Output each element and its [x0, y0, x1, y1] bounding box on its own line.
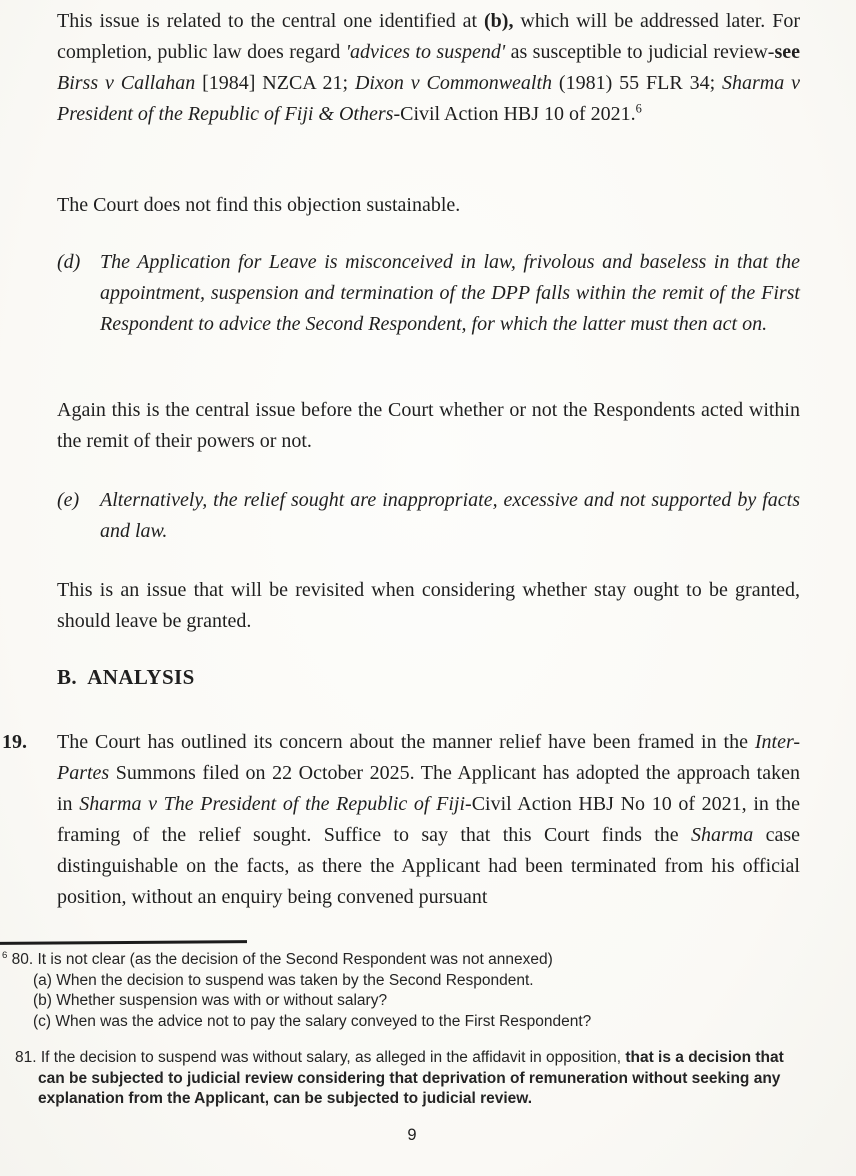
- footnote-80-lead: $^6$ 80. It is not clear (as the decision of the Second Respondent was not annexed): [2, 949, 553, 968]
- section-heading-analysis: B. ANALYSIS: [57, 665, 195, 689]
- footnote-separator: [0, 940, 247, 945]
- list-marker-e: (e): [57, 489, 80, 511]
- paragraph-revisited: This is an issue that will be revisited when considering whether stay ought to be granted, should leave be granted.: [57, 579, 800, 632]
- list-marker-d: (d): [57, 251, 81, 273]
- paragraph-19-text: The Court has outlined its concern about the manner relief have been framed in the Inter-Partes Summons filed on 22 October 2025. The Applicant has adopted the approach taken in Sharma v The President of the Republic of Fiji-Civil Action HBJ No 10 of 2021, in the framing of the relief sought. Suffice to say that this Court finds the Sharma case distinguishable on the facts, as there the Applicant had been terminated from his official position, without an enquiry being convened pursuant: [57, 731, 800, 908]
- list-item-d-text: The Application for Leave is misconceived in law, frivolous and baseless in that the appointment, suspension and termination of the DPP falls within the remit of the First Respondent to advice the Second Respondent, for which the latter must then act on.: [100, 251, 800, 335]
- footnote-80: [2, 950, 816, 1032]
- footnote-81: 81. If the decision to suspend was without salary, as alleged in the affidavit in opposition, that is a decision that can be subjected to judicial review considering that deprivation of remuneration without seeking any explanation from the Applicant, can be subjected to judicial review.: [15, 1049, 784, 1107]
- list-item-e-text: Alternatively, the relief sought are inappropriate, excessive and not supported by facts and law.: [100, 489, 800, 542]
- paragraph-central-issue: Again this is the central issue before the Court whether or not the Respondents acted within the remit of their powers or not.: [57, 399, 800, 452]
- list-item-d: [57, 247, 800, 340]
- footnote-80-item-a: (a) When the decision to suspend was taken by the Second Respondent.: [33, 971, 534, 989]
- list-item-e: [57, 485, 800, 547]
- paragraph-issue-related: This issue is related to the central one identified at (b), which will be addressed later. For completion, public law does regard 'advices to suspend' as susceptible to judicial review-see Birss v Callahan [1984] NZCA 21; Dixon v Commonwealth (1981) 55 FLR 34; Sharma v President of the Republic of Fiji & Others-Civil Action HBJ 10 of 2021.$^6$: [57, 10, 801, 125]
- footnote-80-items: [2, 971, 816, 1033]
- paragraph-19-number: 19.: [2, 731, 27, 753]
- footnote-80-item-b: (b) Whether suspension was with or without salary?: [33, 992, 388, 1009]
- page-number: 9: [407, 1126, 417, 1144]
- footnote-80-item-c: (c) When was the advice not to pay the salary conveyed to the First Respondent?: [33, 1012, 592, 1030]
- paragraph-objection-not-sustainable: The Court does not find this objection sustainable.: [57, 194, 461, 216]
- paragraph-19: [2, 727, 800, 913]
